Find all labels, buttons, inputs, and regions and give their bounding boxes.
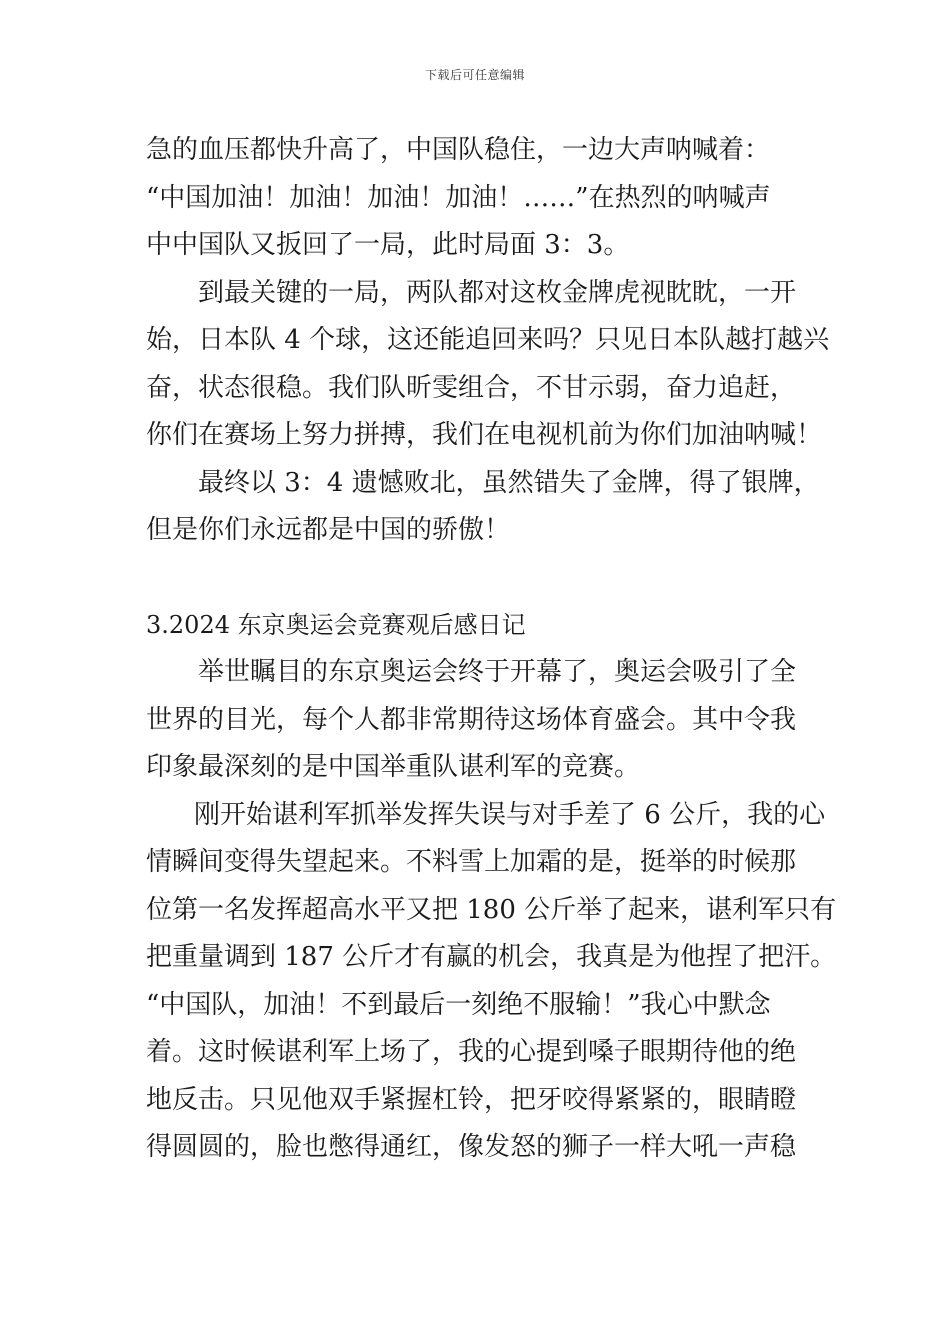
paragraph <box>146 127 806 270</box>
text-line: 奋，状态很稳。我们队昕雯组合，不甘示弱，奋力追赶， <box>146 372 797 403</box>
document-body <box>146 127 837 1172</box>
section-spacer <box>146 555 806 602</box>
text-line: 情瞬间变得失望起来。不料雪上加霜的是，挺举的时候那 <box>146 847 797 877</box>
text-line: 但是你们永远都是中国的骄傲！ <box>146 515 511 545</box>
text-line: 着。这时候谌利军上场了，我的心提到嗓子眼期待他的绝 <box>146 1037 797 1067</box>
text-line: 印象最深刻的是中国举重队谌利军的竞赛。 <box>146 752 641 782</box>
text-line: “中国加油！加油！加油！加油！……”在热烈的呐喊声 <box>146 182 771 213</box>
text-line: 最终以 3：4 遗憾败北，虽然错失了金牌，得了银牌， <box>198 467 820 498</box>
paragraph <box>146 649 806 792</box>
text-line: 位第一名发挥超高水平又把 180 公斤举了起来，谌利军只有 <box>146 894 837 925</box>
text-line: 急的血压都快升高了，中国队稳住，一边大声呐喊着： <box>146 135 771 165</box>
header-note: 下载后可任意编辑 <box>424 68 525 82</box>
text-line: 始，日本队 4 个球，这还能追回来吗？只见日本队越打越兴 <box>146 325 830 355</box>
text-line: 得圆圆的，脸也憋得通红，像发怒的狮子一样大吼一声稳 <box>146 1132 797 1162</box>
text-line: 世界的目光，每个人都非常期待这场体育盛会。其中令我 <box>146 704 797 735</box>
paragraph <box>146 460 820 555</box>
text-line: “中国队，加油！不到最后一刻绝不服输！”我心中默念 <box>146 989 771 1020</box>
text-line: 地反击。只见他双手紧握杠铃，把牙咬得紧紧的，眼睛瞪 <box>146 1084 797 1115</box>
text-line: 中中国队又扳回了一局，此时局面 3：3。 <box>146 230 630 260</box>
text-line: 刚开始谌利军抓举发挥失误与对手差了 6 公斤，我的心 <box>194 799 826 830</box>
text-line: 举世瞩目的东京奥运会终于开幕了，奥运会吸引了全 <box>198 657 797 687</box>
paragraph <box>146 792 837 1172</box>
section-heading: 3.2024 东京奥运会竞赛观后感日记 <box>146 610 526 639</box>
text-line: 把重量调到 187 公斤才有赢的机会，我真是为他捏了把汗。 <box>146 942 837 972</box>
paragraph <box>146 270 830 460</box>
text-line: 你们在赛场上努力拼搏，我们在电视机前为你们加油呐喊！ <box>146 420 823 450</box>
text-line: 到最关键的一局，两队都对这枚金牌虎视眈眈，一开 <box>198 277 797 308</box>
